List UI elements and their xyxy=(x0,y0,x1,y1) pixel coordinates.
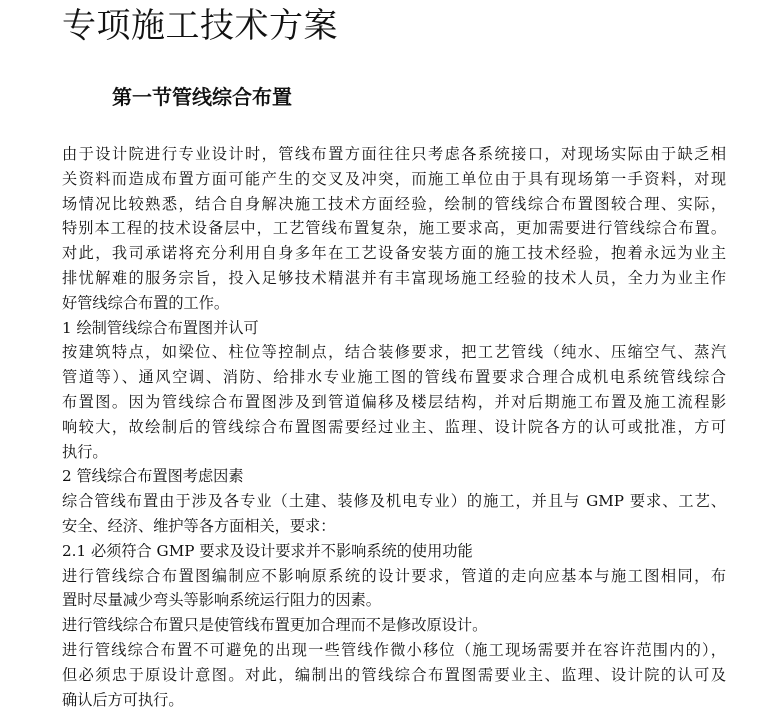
text-line: 但必须忠于原设计意图。对此，编制出的管线综合布置图需要业主、监理、设计院的认可及 xyxy=(62,665,726,684)
text-line: 按建筑特点，如梁位、柱位等控制点，结合装修要求，把工艺管线（纯水、压缩空气、蒸汽 xyxy=(62,343,726,362)
text-line: 由于设计院进行专业设计时，管线布置方面往往只考虑各系统接口，对现场实际由于缺乏相 xyxy=(62,145,726,163)
text-line: 综合管线布置由于涉及各专业（土建、装修及机电专业）的施工，并且与 GMP 要求、工艺、 xyxy=(62,492,726,511)
text-line: 2.1 必须符合 GMP 要求及设计要求并不影响系统的使用功能 xyxy=(62,541,473,560)
text-line: 对此，我司承诺将充分利用自身多年在工艺设备安装方面的施工技术经验，抱着永远为业主 xyxy=(62,244,726,263)
text-line: 管道等）、通风空调、消防、给排水专业施工图的管线布置要求合理合成机电系统管线综合 xyxy=(62,368,726,387)
text-line: 安全、经济、维护等各方面相关，要求： xyxy=(62,516,336,535)
text-line: 关资料而造成布置方面可能产生的交叉及冲突，而施工单位由于具有现场第一手资料，对现 xyxy=(62,169,726,188)
text-line: 场情况比较熟悉，结合自身解决施工技术方面经验，绘制的管线综合布置图较合理、实际， xyxy=(62,194,726,213)
text-line: 2 管线综合布置图考虑因素 xyxy=(62,467,244,486)
text-line: 响较大，故绘制后的管线综合布置图需要经过业主、监理、设计院各方的认可或批准，方可 xyxy=(62,417,726,436)
text-line: 排忧解难的服务宗旨，投入足够技术精湛并有丰富现场施工经验的技术人员，全力为业主作 xyxy=(62,268,726,287)
text-line: 确认后方可执行。 xyxy=(62,690,184,709)
text-line: 进行管线综合布置不可避免的出现一些管线作微小移位（施工现场需要并在容许范围内的）， xyxy=(62,640,726,659)
text-line: 进行管线综合布置只是使管线布置更加合理而不是修改原设计。 xyxy=(62,616,488,635)
main-title: 专项施工技术方案 xyxy=(62,6,338,46)
text-line: 1 绘制管线综合布置图并认可 xyxy=(62,318,259,337)
section-title: 第一节管线综合布置 xyxy=(112,85,292,109)
text-line: 特别本工程的技术设备层中，工艺管线布置复杂，施工要求高，更加需要进行管线综合布置。 xyxy=(62,219,726,238)
document-body xyxy=(62,142,726,712)
text-line: 布置图。因为管线综合布置图涉及到管道偏移及楼层结构，并对后期施工布置及施工流程影 xyxy=(62,392,726,411)
text-line: 好管线综合布置的工作。 xyxy=(62,293,230,312)
text-line: 执行。 xyxy=(62,442,108,461)
text-line: 进行管线综合布置图编制应不影响原系统的设计要求，管道的走向应基本与施工图相同，布 xyxy=(62,566,726,585)
text-line: 置时尽量减少弯头等影响系统运行阻力的因素。 xyxy=(62,591,381,610)
